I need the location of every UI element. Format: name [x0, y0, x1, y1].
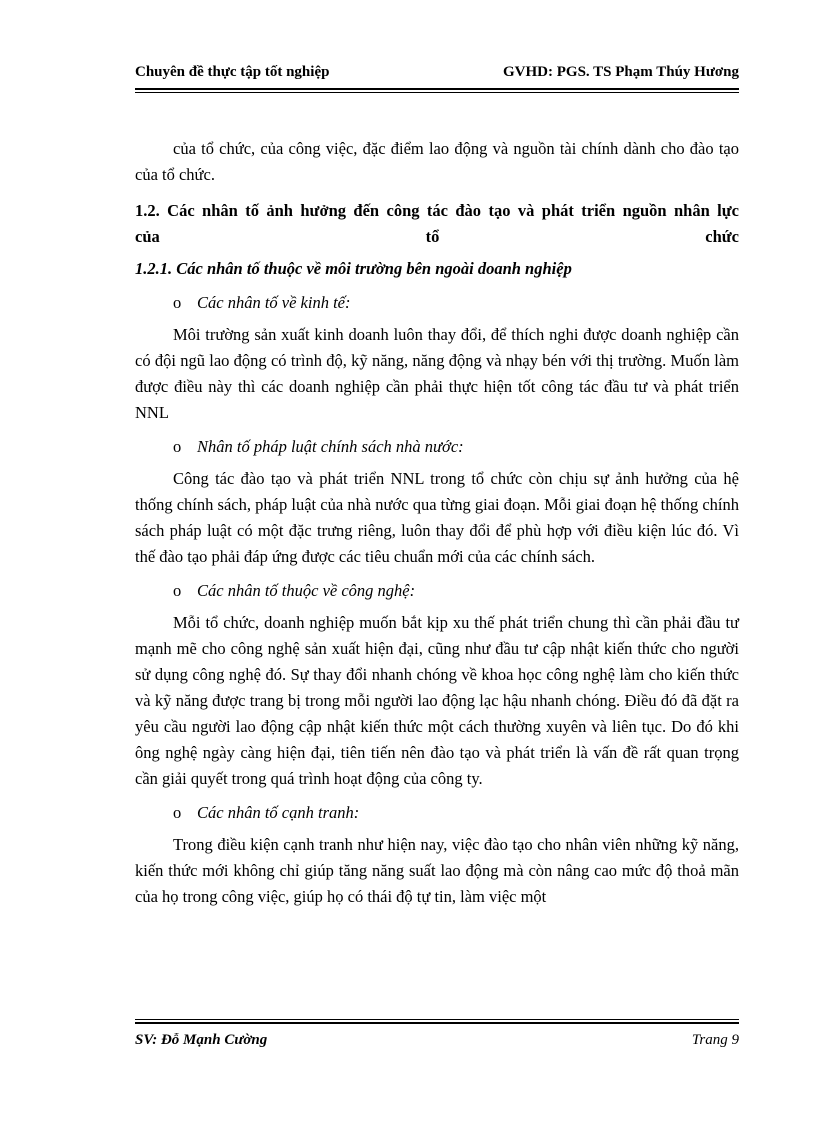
bullet-marker: o — [173, 437, 182, 456]
header-divider-thick — [135, 88, 739, 90]
heading-line-2 — [135, 224, 739, 250]
header-divider-thin — [135, 92, 739, 93]
footer-student-name: SV: Đỗ Mạnh Cường — [135, 1032, 268, 1048]
paragraph-economic: Môi trường sản xuất kinh doanh luôn thay đổi, để thích nghi được doanh nghiệp cần có đội ngũ lao động có trình độ, kỹ năng, năng động và nhạy bén với thị trường. Muốn làm được điều này thì các doanh nghiệp cần phải thực hiện tốt công tác đầu tư và phát triển NNL — [135, 325, 739, 422]
heading-word: của — [135, 227, 160, 246]
paragraph-technology: Mỗi tổ chức, doanh nghiệp muốn bắt kịp xu thế phát triển chung thì cần phải đầu tư mạnh mẽ cho công nghệ sản xuất hiện đại, cũng như đầu tư cập nhật kiến thức cho người sử dụng công nghệ đó. Sự thay đổi nhanh chóng về khoa học công nghệ làm cho kiến thức và kỹ năng được trang bị trong mỗi người lao động lạc hậu nhanh chóng. Điều đó đã đặt ra yêu cầu người lao động cập nhật kiến thức một cách thường xuyên và liên tục. Do đó khi ông nghệ ngày càng hiện đại, tiên tiến nên đào tạo và phát triển là vấn đề rất quan trọng cần giải quyết trong quá trình hoạt động của công ty. — [135, 613, 739, 788]
footer-divider-thin — [135, 1019, 739, 1020]
page-header — [135, 64, 739, 86]
bullet-marker: o — [173, 581, 182, 600]
bullet-marker: o — [173, 803, 182, 822]
heading-word: tổ — [425, 227, 440, 246]
header-supervisor: GVHD: PGS. TS Phạm Thúy Hương — [503, 64, 739, 80]
bullet-title: Nhân tố pháp luật chính sách nhà nước: — [197, 437, 464, 456]
bullet-competition — [135, 800, 739, 826]
bullet-technology — [135, 578, 739, 604]
heading-word: chức — [705, 227, 739, 246]
paragraph-competition: Trong điều kiện cạnh tranh như hiện nay, việc đào tạo cho nhân viên những kỹ năng, kiến thức mới không chỉ giúp tăng năng suất lao động mà còn nâng cao mức độ thoả mãn của họ trong công việc, giúp họ có thái độ tự tin, làm việc một — [135, 835, 739, 906]
bullet-title: Các nhân tố về kinh tế: — [197, 293, 351, 312]
bullet-marker: o — [173, 293, 182, 312]
bullet-legal-policy — [135, 434, 739, 460]
intro-paragraph: của tổ chức, của công việc, đặc điểm lao động và nguồn tài chính dành cho đào tạo của tổ chức. — [135, 139, 739, 184]
heading-line-1: 1.2. Các nhân tố ảnh hưởng đến công tác đào tạo và phát triển nguồn nhân lực — [135, 201, 739, 220]
section-heading-1-2 — [135, 198, 739, 250]
paragraph-legal-policy: Công tác đào tạo và phát triển NNL trong tổ chức còn chịu sự ảnh hưởng của hệ thống chính sách, pháp luật của nhà nước qua từng giai đoạn. Mỗi giai đoạn hệ thống chính sách pháp luật có một đặc trưng riêng, luôn thay đổi để phù hợp với điều kiện lúc đó. Vì thế đào tạo phải đáp ứng được các tiêu chuẩn mới của các chính sách. — [135, 469, 739, 566]
bullet-title: Các nhân tố thuộc về công nghệ: — [197, 581, 416, 600]
footer-divider-thick — [135, 1022, 739, 1024]
bullet-economic — [135, 290, 739, 316]
subsection-heading-1-2-1: 1.2.1. Các nhân tố thuộc về môi trường bên ngoài doanh nghiệp — [135, 259, 572, 278]
page-number: Trang 9 — [691, 1032, 739, 1048]
page-content — [135, 136, 739, 910]
bullet-title: Các nhân tố cạnh tranh: — [197, 803, 360, 822]
header-document-title: Chuyên đề thực tập tốt nghiệp — [135, 64, 330, 80]
